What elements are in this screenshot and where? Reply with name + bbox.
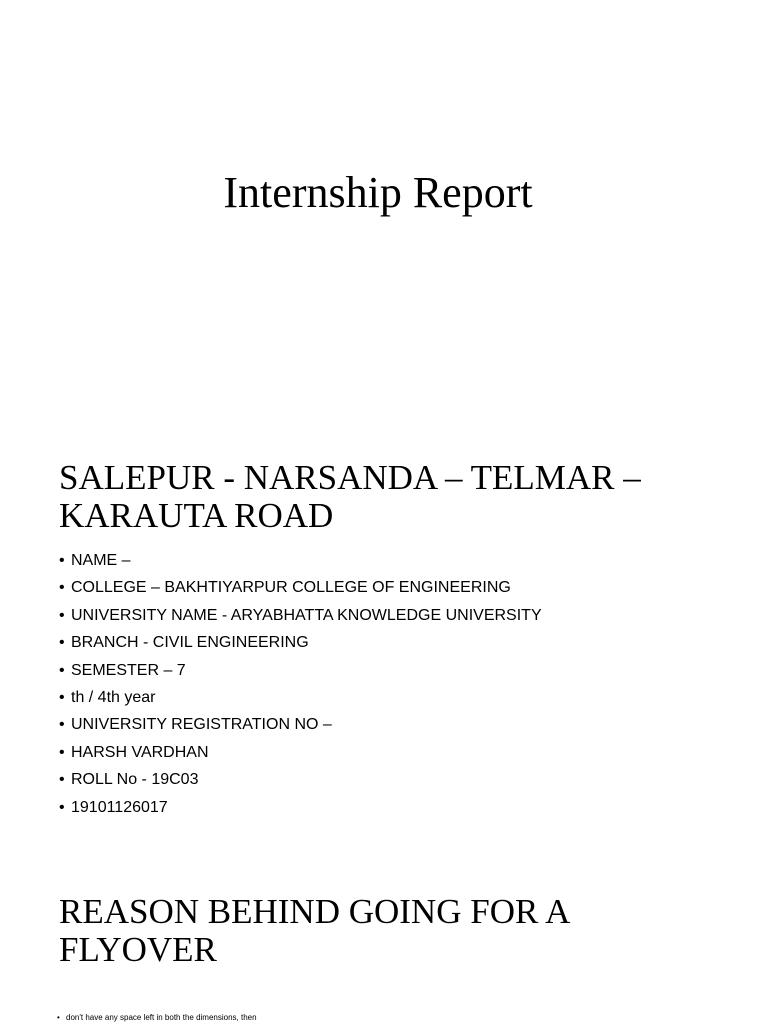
list-item [59, 602, 542, 629]
bullet-icon: • [59, 743, 65, 761]
list-item [59, 711, 542, 738]
bullet-icon: • [59, 552, 65, 569]
list-item [59, 547, 542, 574]
list-item [59, 766, 542, 793]
list-item [59, 684, 542, 711]
bullet-icon: • [57, 1013, 60, 1022]
section-heading-road: SALEPUR - NARSANDA – TELMAR – KARAUTA ROAD [59, 458, 641, 535]
bullet-icon: • [59, 606, 65, 624]
bullet-icon: • [59, 579, 65, 597]
reason-item-text: don't have any space left in both the dimensions, then [66, 1013, 257, 1022]
list-item-text: NAME – [71, 552, 131, 569]
list-item-text: th / 4th year [71, 688, 156, 706]
list-item-text: ROLL No - 19C03 [71, 771, 199, 789]
bullet-icon: • [59, 771, 65, 789]
list-item-text: BRANCH - CIVIL ENGINEERING [71, 634, 309, 652]
reason-list-item [57, 1012, 257, 1024]
bullet-icon: • [59, 661, 65, 679]
document-title: Internship Report [223, 168, 533, 217]
list-item-text: COLLEGE – BAKHTIYARPUR COLLEGE OF ENGINEERING [71, 579, 511, 597]
list-item [59, 794, 542, 821]
list-item-text: UNIVERSITY REGISTRATION NO – [71, 716, 332, 734]
bullet-icon: • [59, 716, 65, 734]
bullet-icon: • [59, 688, 65, 706]
list-item-text: 19101126017 [71, 798, 168, 816]
bullet-icon: • [59, 798, 65, 816]
list-item-text: UNIVERSITY NAME - ARYABHATTA KNOWLEDGE UNIVERSITY [71, 606, 542, 624]
list-item [59, 657, 542, 684]
list-item [59, 574, 542, 601]
bullet-icon: • [59, 634, 65, 652]
list-item [59, 739, 542, 766]
list-item [59, 629, 542, 656]
list-item-text: SEMESTER – 7 [71, 661, 186, 679]
section-heading-reason: REASON BEHIND GOING FOR A FLYOVER [59, 892, 569, 969]
details-list [59, 547, 542, 821]
list-item-text: HARSH VARDHAN [71, 743, 209, 761]
